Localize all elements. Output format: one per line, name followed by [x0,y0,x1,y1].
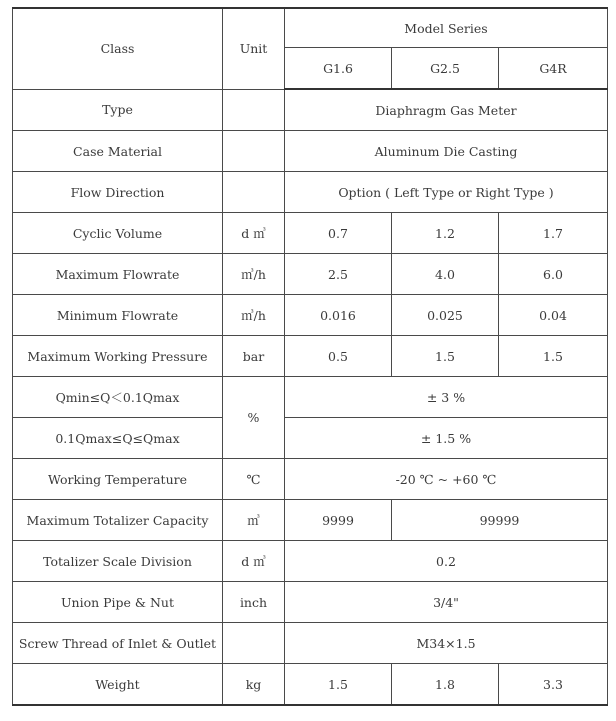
row-label: Screw Thread of Inlet & Outlet [13,623,223,664]
row-value-g16: 0.5 [285,336,392,377]
row-value-g16: 0.7 [285,213,392,254]
row-unit: inch [223,582,285,623]
row-value: -20 ℃ ~ +60 ℃ [285,459,608,500]
row-unit [223,131,285,172]
table-row [13,500,608,541]
row-value-g25: 1.5 [392,336,499,377]
table-row [13,89,608,131]
row-label: Qmin≤Q＜0.1Qmax [13,377,223,418]
row-unit: d ㎥ [223,541,285,582]
row-unit [223,172,285,213]
table-row [13,295,608,336]
table-row [13,213,608,254]
header-model-g25: G2.5 [392,48,499,90]
row-value-g25: 4.0 [392,254,499,295]
row-label: Weight [13,664,223,706]
header-model-series: Model Series [285,8,608,48]
row-unit: ℃ [223,459,285,500]
row-unit: ㎥/h [223,295,285,336]
row-label: Totalizer Scale Division [13,541,223,582]
row-value: Aluminum Die Casting [285,131,608,172]
table-row [13,623,608,664]
row-unit: ㎥ [223,500,285,541]
row-label: Cyclic Volume [13,213,223,254]
row-unit: kg [223,664,285,706]
row-value: 3/4" [285,582,608,623]
row-value-g4r: 1.7 [499,213,608,254]
row-value: ± 1.5 % [285,418,608,459]
row-value-g25: 1.8 [392,664,499,706]
row-value-g25-g4r: 99999 [392,500,608,541]
row-value-g4r: 6.0 [499,254,608,295]
row-unit-accuracy: % [223,377,285,459]
row-label: Case Material [13,131,223,172]
row-value: 0.2 [285,541,608,582]
row-value-g4r: 0.04 [499,295,608,336]
row-label: Type [13,89,223,131]
table-row [13,418,608,459]
row-value-g16: 1.5 [285,664,392,706]
table-row [13,336,608,377]
row-value-g4r: 1.5 [499,336,608,377]
row-label: Maximum Flowrate [13,254,223,295]
row-unit [223,89,285,131]
table-row [13,377,608,418]
row-label: Minimum Flowrate [13,295,223,336]
table-row [13,459,608,500]
row-value: Option ( Left Type or Right Type ) [285,172,608,213]
table-row [13,541,608,582]
row-unit [223,623,285,664]
table-row [13,582,608,623]
table-row [13,664,608,706]
row-value-g16: 2.5 [285,254,392,295]
row-label: Union Pipe & Nut [13,582,223,623]
row-value: M34×1.5 [285,623,608,664]
row-value-g16: 9999 [285,500,392,541]
table-row [13,254,608,295]
spec-table [12,7,608,706]
row-value-g25: 0.025 [392,295,499,336]
row-value: ± 3 % [285,377,608,418]
row-value-g16: 0.016 [285,295,392,336]
row-value-g25: 1.2 [392,213,499,254]
row-unit: bar [223,336,285,377]
row-unit: d ㎥ [223,213,285,254]
header-model-g4r: G4R [499,48,608,90]
row-value: Diaphragm Gas Meter [285,89,608,131]
table-row [13,172,608,213]
header-unit: Unit [223,8,285,89]
row-label: Working Temperature [13,459,223,500]
row-label: 0.1Qmax≤Q≤Qmax [13,418,223,459]
row-label: Maximum Working Pressure [13,336,223,377]
row-unit: ㎥/h [223,254,285,295]
row-label: Flow Direction [13,172,223,213]
header-class: Class [13,8,223,89]
table-row [13,131,608,172]
header-model-g16: G1.6 [285,48,392,90]
row-label: Maximum Totalizer Capacity [13,500,223,541]
row-value-g4r: 3.3 [499,664,608,706]
